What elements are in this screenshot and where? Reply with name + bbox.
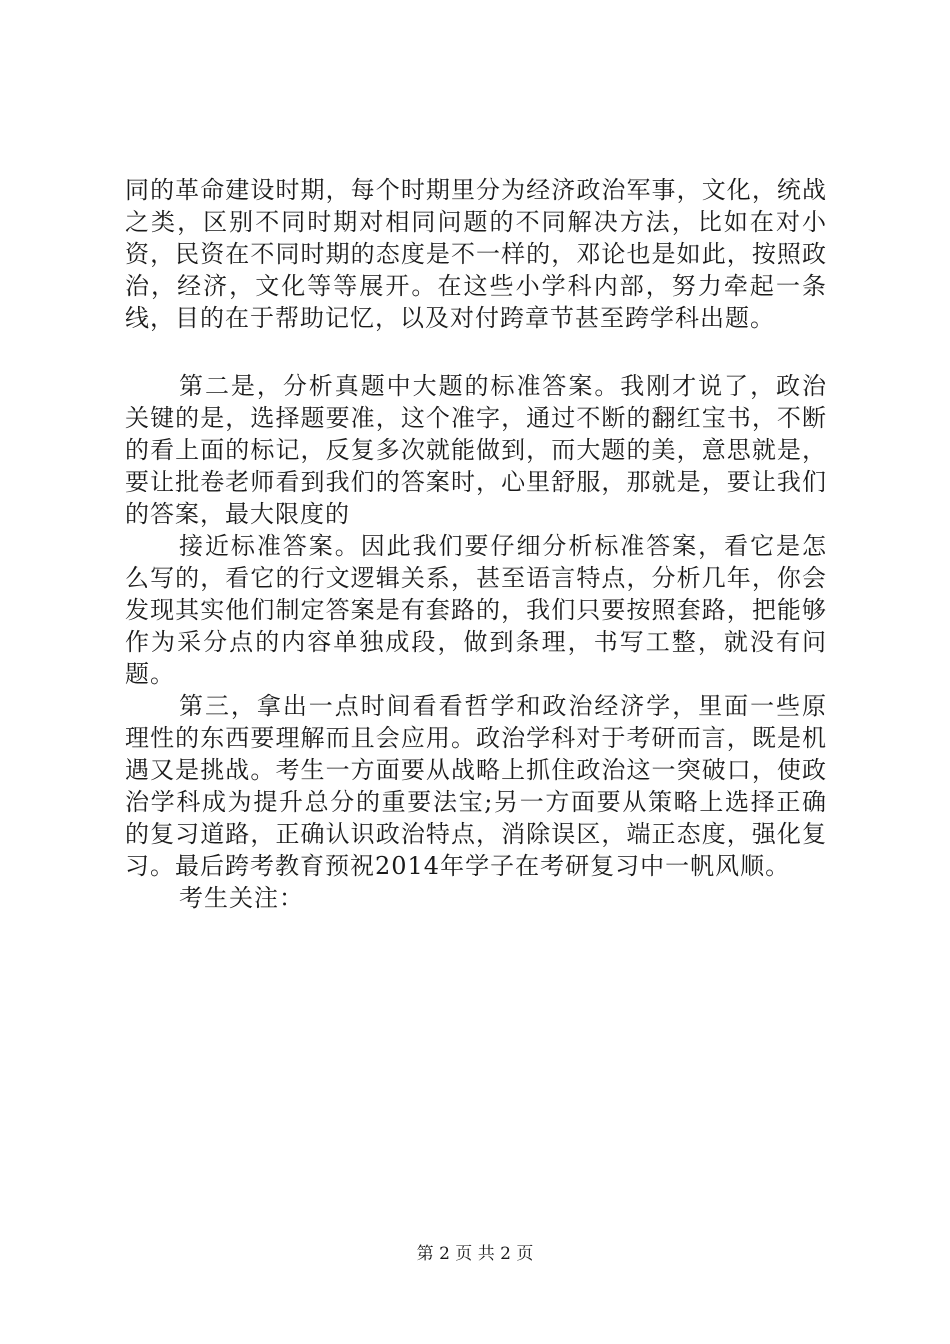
paragraph-gap: [125, 334, 827, 370]
paragraph-second-point: 第二是，分析真题中大题的标准答案。我刚才说了，政治关键的是，选择题要准，这个准字，通过不断的翻红宝书，不断的看上面的标记，反复多次就能做到，而大题的美，意思就是，要让批卷老师看到我们的答案时，心里舒服，那就是，要让我们的答案，最大限度的: [125, 372, 827, 528]
paragraph-standard-answer: 接近标准答案。因此我们要仔细分析标准答案，看它是怎么写的，看它的行文逻辑关系，甚至语言特点，分析几年，你会发现其实他们制定答案是有套路的，我们只要按照套路，把能够作为采分点的内容单独成段，做到条理，书写工整，就没有问题。: [125, 532, 827, 688]
paragraph-candidate-attention: 考生关注：: [179, 884, 304, 912]
paragraph-continuation: 同的革命建设时期，每个时期里分为经济政治军事，文化，统战之类，区别不同时期对相同问题的不同解决方法，比如在对小资，民资在不同时期的态度是不一样的，邓论也是如此，按照政治，经济，文化等等展开。在这些小学科内部，努力牵起一条线，目的在于帮助记忆，以及对付跨章节甚至跨学科出题。: [125, 176, 827, 332]
paragraph-third-point: 第三，拿出一点时间看看哲学和政治经济学，里面一些原理性的东西要理解而且会应用。政治学科对于考研而言，既是机遇又是挑战。考生一方面要从战略上抓住政治这一突破口，使政治学科成为提升总分的重要法宝;另一方面要从策略上选择正确的复习道路，正确认识政治特点，消除误区，端正态度，强化复习。最后跨考教育预祝2014年学子在考研复习中一帆风顺。: [125, 692, 827, 880]
document-body: [125, 174, 827, 914]
page-footer: 第 2 页 共 2 页: [416, 1244, 534, 1264]
